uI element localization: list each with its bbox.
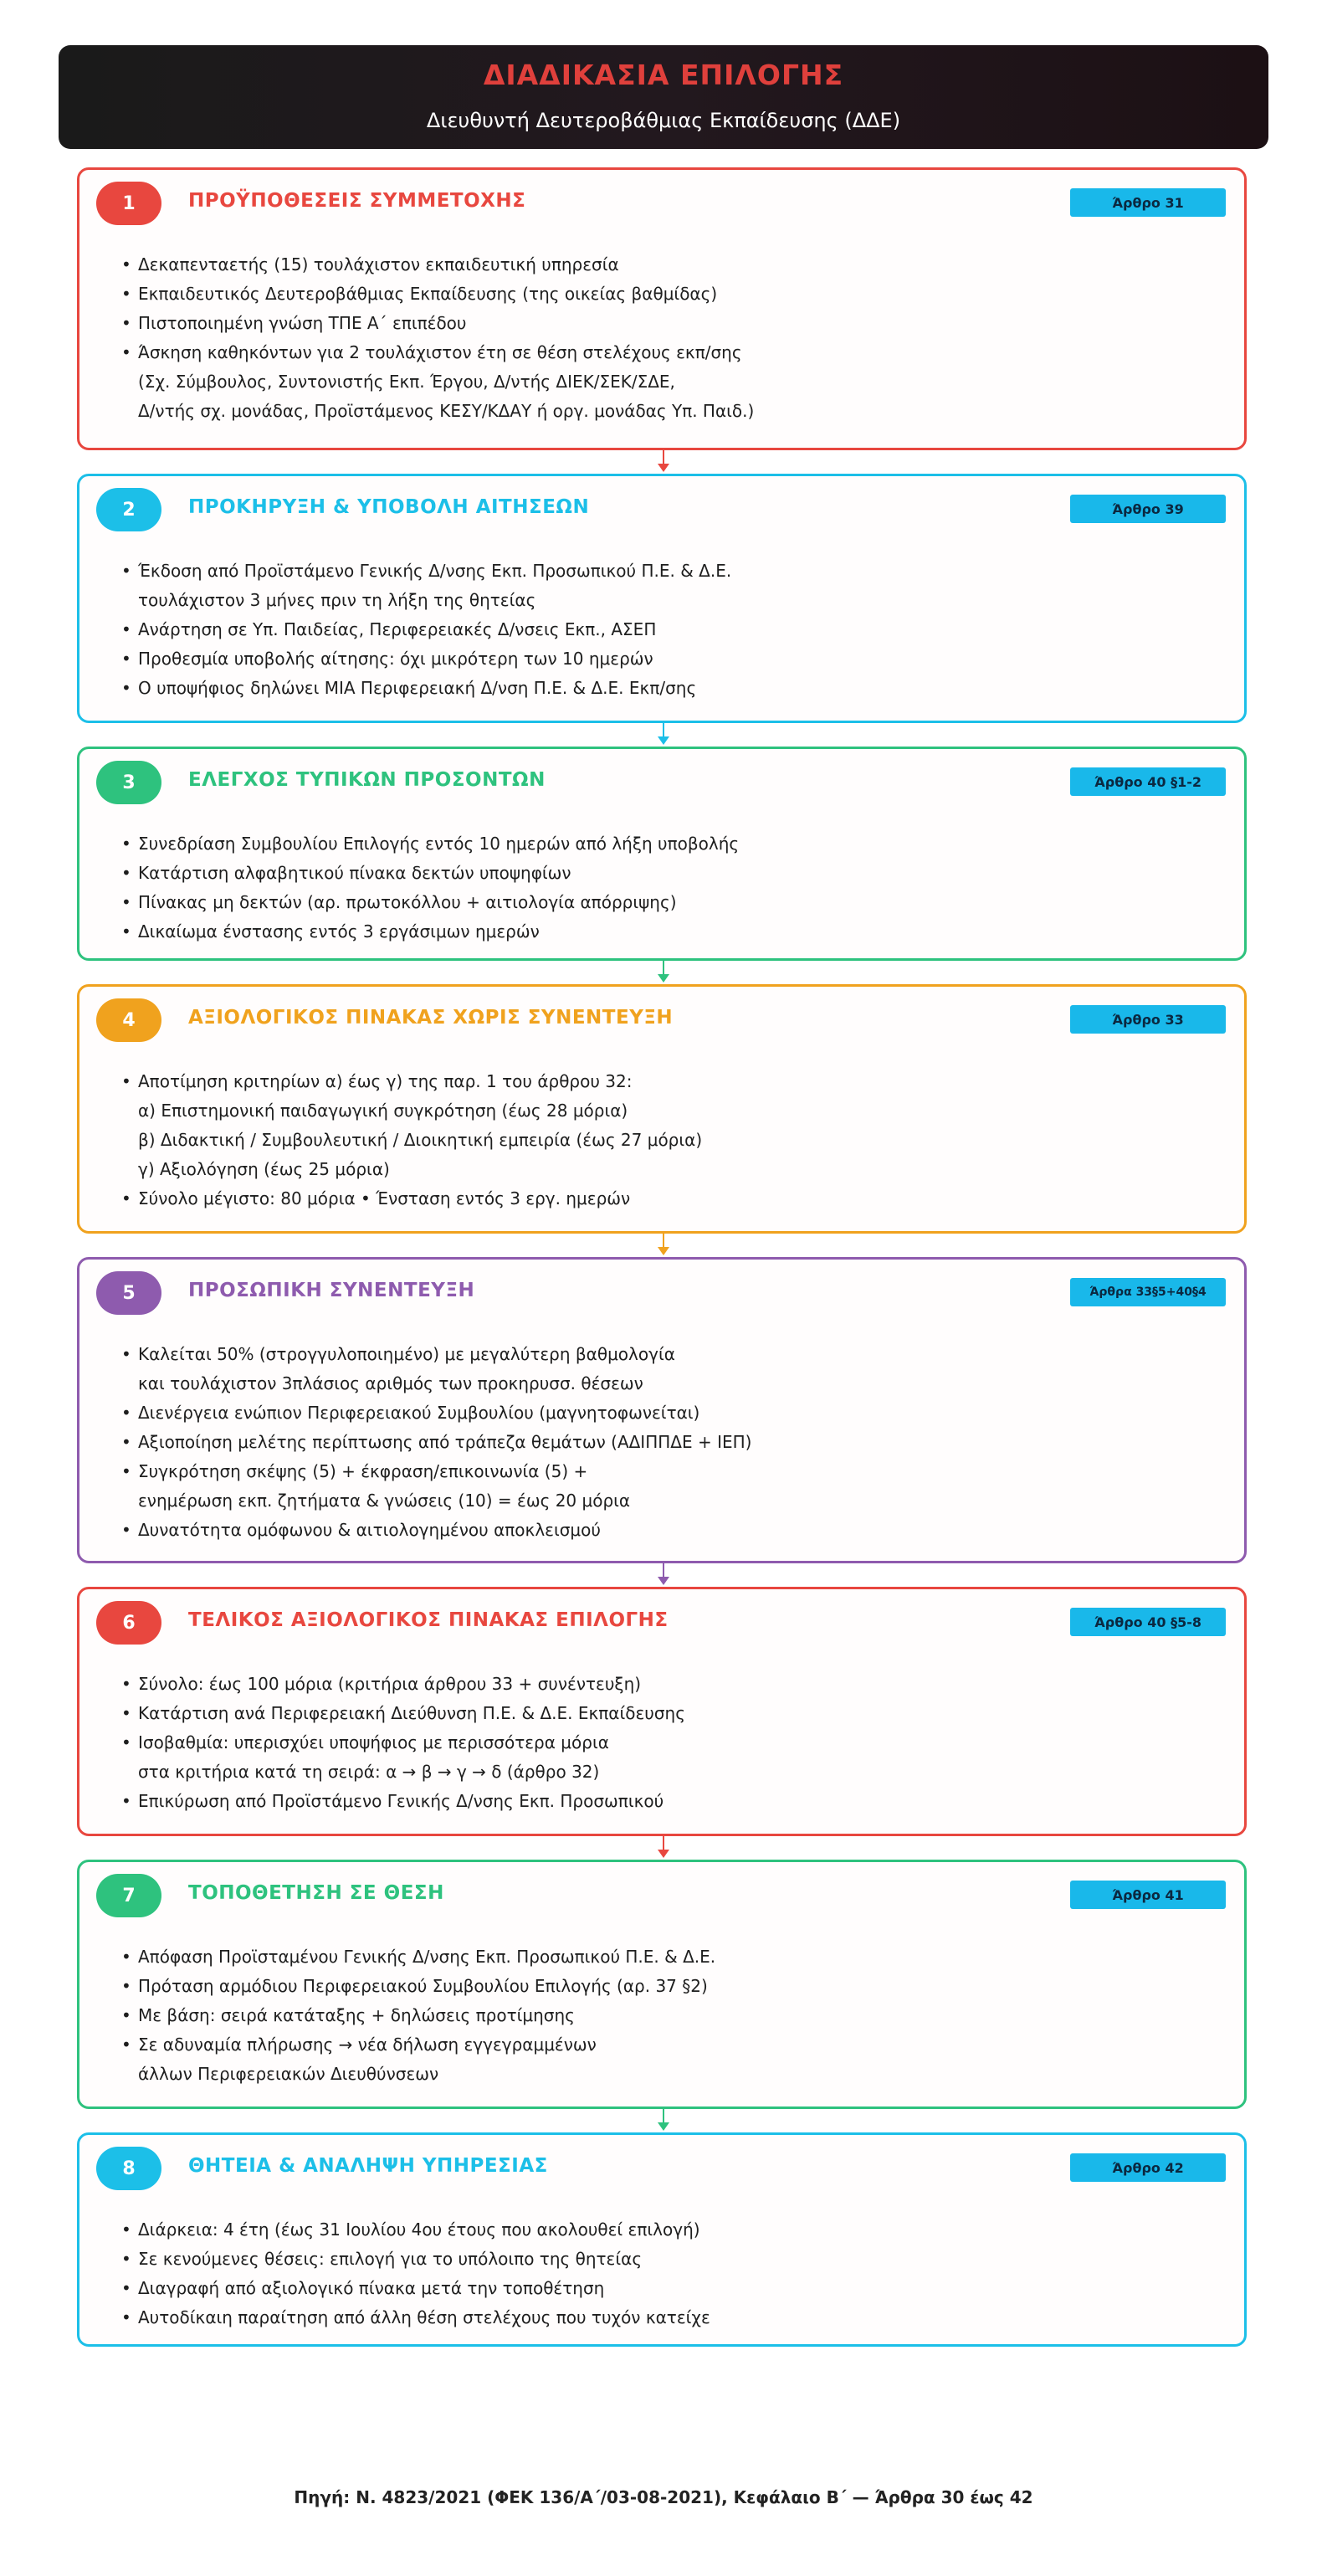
step-card-3: [77, 747, 1247, 961]
bullet-item: • Δυνατότητα ομόφωνου & αιτιολογημένου αποκλεισμού: [121, 1516, 1219, 1545]
step-card-7: [77, 1860, 1247, 2109]
step-card-6: [77, 1587, 1247, 1836]
flow-arrow: [659, 450, 668, 474]
bullet-item: • Συγκρότηση σκέψης (5) + έκφραση/επικοινωνία (5) +: [121, 1457, 1219, 1486]
step-details: [121, 1340, 1219, 1545]
step-number-badge: 6: [96, 1601, 161, 1645]
bullet-continuation: και τουλάχιστον 3πλάσιος αριθμός των προκηρυσσ. θέσεων: [138, 1373, 643, 1393]
bullet-item: • Συνεδρίαση Συμβουλίου Επιλογής εντός 10 ημερών από λήξη υποβολής: [121, 829, 1219, 859]
bullet-item: • Εκπαιδευτικός Δευτεροβάθμιας Εκπαίδευσης (της οικείας βαθμίδας): [121, 280, 1219, 309]
article-badge: Άρθρο 40 §1-2: [1070, 767, 1226, 796]
step-number-badge: 8: [96, 2147, 161, 2190]
bullet-continuation: στα κριτήρια κατά τη σειρά: α → β → γ → δ (άρθρο 32): [138, 1762, 600, 1782]
bullet-item: • Σύνολο μέγιστο: 80 μόρια • Ένσταση εντός 3 εργ. ημερών: [121, 1184, 1219, 1214]
step-title: ΠΡΟΣΩΠΙΚΗ ΣΥΝΕΝΤΕΥΞΗ: [188, 1280, 475, 1301]
flow-arrow: [659, 723, 668, 747]
bullet-item: • Πρόταση αρμόδιου Περιφερειακού Συμβουλίου Επιλογής (αρ. 37 §2): [121, 1972, 1219, 2001]
step-number-badge: 3: [96, 761, 161, 804]
step-title: ΤΟΠΟΘΕΤΗΣΗ ΣΕ ΘΕΣΗ: [188, 1882, 444, 1904]
article-badge: Άρθρο 42: [1070, 2153, 1226, 2182]
article-badge: Άρθρο 41: [1070, 1881, 1226, 1909]
flow-arrow: [659, 1836, 668, 1860]
bullet-item: • Άσκηση καθηκόντων για 2 τουλάχιστον έτη σε θέση στελέχους εκπ/σης: [121, 338, 1219, 367]
bullet-continuation: β) Διδακτική / Συμβουλευτική / Διοικητική εμπειρία (έως 27 μόρια): [138, 1130, 703, 1150]
bullet-item: • Διάρκεια: 4 έτη (έως 31 Ιουλίου 4ου έτους που ακολουθεί επιλογή): [121, 2215, 1219, 2245]
bullet-item: • Πίνακας μη δεκτών (αρ. πρωτοκόλλου + αιτιολογία απόρριψης): [121, 888, 1219, 917]
step-number-badge: 1: [96, 182, 161, 225]
bullet-item: • Διαγραφή από αξιολογικό πίνακα μετά την τοποθέτηση: [121, 2274, 1219, 2303]
flow-arrow: [659, 961, 668, 984]
bullet-continuation: γ) Αξιολόγηση (έως 25 μόρια): [138, 1159, 390, 1179]
bullet-item: • Δεκαπενταετής (15) τουλάχιστον εκπαιδευτική υπηρεσία: [121, 250, 1219, 280]
bullet-item: • Καλείται 50% (στρογγυλοποιημένο) με μεγαλύτερη βαθμολογία: [121, 1340, 1219, 1369]
bullet-continuation: (Σχ. Σύμβουλος, Συντονιστής Εκπ. Έργου, Δ/ντής ΔΙΕΚ/ΣΕΚ/ΣΔΕ,: [138, 372, 675, 392]
flow-arrow: [659, 1234, 668, 1257]
article-badge: Άρθρο 31: [1070, 188, 1226, 217]
step-details: [121, 1670, 1219, 1816]
step-number-badge: 4: [96, 998, 161, 1042]
article-badge: Άρθρο 39: [1070, 495, 1226, 523]
step-card-1: [77, 167, 1247, 450]
bullet-item: • Έκδοση από Προϊστάμενο Γενικής Δ/νσης Εκπ. Προσωπικού Π.Ε. & Δ.Ε.: [121, 557, 1219, 586]
bullet-item: • Αποτίμηση κριτηρίων α) έως γ) της παρ. 1 του άρθρου 32:: [121, 1067, 1219, 1096]
step-details: [121, 1942, 1219, 2089]
step-title: ΠΡΟΫΠΟΘΕΣΕΙΣ ΣΥΜΜΕΤΟΧΗΣ: [188, 190, 526, 212]
step-details: [121, 250, 1219, 426]
bullet-item: • Σε αδυναμία πλήρωσης → νέα δήλωση εγγεγραμμένων: [121, 2030, 1219, 2060]
step-title: ΠΡΟΚΗΡΥΞΗ & ΥΠΟΒΟΛΗ ΑΙΤΗΣΕΩΝ: [188, 496, 590, 518]
bullet-item: • Ανάρτηση σε Υπ. Παιδείας, Περιφερειακές Δ/νσεις Εκπ., ΑΣΕΠ: [121, 615, 1219, 644]
bullet-item: • Πιστοποιημένη γνώση ΤΠΕ Α΄ επιπέδου: [121, 309, 1219, 338]
bullet-item: • Σύνολο: έως 100 μόρια (κριτήρια άρθρου 33 + συνέντευξη): [121, 1670, 1219, 1699]
step-details: [121, 829, 1219, 947]
bullet-item: • Επικύρωση από Προϊστάμενο Γενικής Δ/νσης Εκπ. Προσωπικού: [121, 1787, 1219, 1816]
article-badge: Άρθρο 33: [1070, 1005, 1226, 1034]
article-badge: Άρθρα 33§5+40§4: [1070, 1278, 1226, 1306]
bullet-item: • Δικαίωμα ένστασης εντός 3 εργάσιμων ημερών: [121, 917, 1219, 947]
bullet-item: • Με βάση: σειρά κατάταξης + δηλώσεις προτίμησης: [121, 2001, 1219, 2030]
step-card-4: [77, 984, 1247, 1234]
step-title: ΕΛΕΓΧΟΣ ΤΥΠΙΚΩΝ ΠΡΟΣΟΝΤΩΝ: [188, 769, 546, 791]
flow-arrow: [659, 1563, 668, 1587]
bullet-item: • Ισοβαθμία: υπερισχύει υποψήφιος με περισσότερα μόρια: [121, 1728, 1219, 1758]
source-footer: Πηγή: Ν. 4823/2021 (ΦΕΚ 136/Α΄/03-08-2021), Κεφάλαιο Β΄ — Άρθρα 30 έως 42: [294, 2487, 1033, 2507]
bullet-continuation: Δ/ντής σχ. μονάδας, Προϊστάμενος ΚΕΣΥ/ΚΔΑΥ ή οργ. μονάδας Υπ. Παιδ.): [138, 401, 755, 421]
step-card-2: [77, 474, 1247, 723]
bullet-continuation: ενημέρωση εκπ. ζητήματα & γνώσεις (10) = έως 20 μόρια: [138, 1491, 631, 1511]
bullet-item: • Διενέργεια ενώπιον Περιφερειακού Συμβουλίου (μαγνητοφωνείται): [121, 1398, 1219, 1428]
page-subtitle: Διευθυντή Δευτεροβάθμιας Εκπαίδευσης (ΔΔΕ): [426, 109, 901, 132]
bullet-item: • Κατάρτιση ανά Περιφερειακή Διεύθυνση Π.Ε. & Δ.Ε. Εκπαίδευσης: [121, 1699, 1219, 1728]
step-details: [121, 557, 1219, 703]
flow-arrow: [659, 2109, 668, 2132]
bullet-continuation: α) Επιστημονική παιδαγωγική συγκρότηση (έως 28 μόρια): [138, 1101, 628, 1121]
article-badge: Άρθρο 40 §5-8: [1070, 1608, 1226, 1636]
header-banner: [59, 45, 1268, 149]
bullet-continuation: άλλων Περιφερειακών Διευθύνσεων: [138, 2064, 439, 2084]
step-details: [121, 2215, 1219, 2332]
step-number-badge: 7: [96, 1874, 161, 1917]
step-number-badge: 2: [96, 488, 161, 531]
step-title: ΘΗΤΕΙΑ & ΑΝΑΛΗΨΗ ΥΠΗΡΕΣΙΑΣ: [188, 2155, 548, 2177]
step-card-8: [77, 2132, 1247, 2347]
step-title: ΤΕΛΙΚΟΣ ΑΞΙΟΛΟΓΙΚΟΣ ΠΙΝΑΚΑΣ ΕΠΙΛΟΓΗΣ: [188, 1609, 669, 1631]
step-title: ΑΞΙΟΛΟΓΙΚΟΣ ΠΙΝΑΚΑΣ ΧΩΡΙΣ ΣΥΝΕΝΤΕΥΞΗ: [188, 1007, 674, 1029]
bullet-item: • Αυτοδίκαιη παραίτηση από άλλη θέση στελέχους που τυχόν κατείχε: [121, 2303, 1219, 2332]
bullet-item: • Απόφαση Προϊσταμένου Γενικής Δ/νσης Εκπ. Προσωπικού Π.Ε. & Δ.Ε.: [121, 1942, 1219, 1972]
bullet-item: • Ο υποψήφιος δηλώνει ΜΙΑ Περιφερειακή Δ/νση Π.Ε. & Δ.Ε. Εκπ/σης: [121, 674, 1219, 703]
bullet-item: • Προθεσμία υποβολής αίτησης: όχι μικρότερη των 10 ημερών: [121, 644, 1219, 674]
step-number-badge: 5: [96, 1271, 161, 1315]
step-details: [121, 1067, 1219, 1214]
step-card-5: [77, 1257, 1247, 1563]
bullet-item: • Σε κενούμενες θέσεις: επιλογή για το υπόλοιπο της θητείας: [121, 2245, 1219, 2274]
bullet-continuation: τουλάχιστον 3 μήνες πριν τη λήξη της θητείας: [138, 590, 536, 610]
bullet-item: • Αξιοποίηση μελέτης περίπτωσης από τράπεζα θεμάτων (ΑΔΙΠΠΔΕ + ΙΕΠ): [121, 1428, 1219, 1457]
bullet-item: • Κατάρτιση αλφαβητικού πίνακα δεκτών υποψηφίων: [121, 859, 1219, 888]
page-title: ΔΙΑΔΙΚΑΣΙΑ ΕΠΙΛΟΓΗΣ: [483, 59, 844, 91]
